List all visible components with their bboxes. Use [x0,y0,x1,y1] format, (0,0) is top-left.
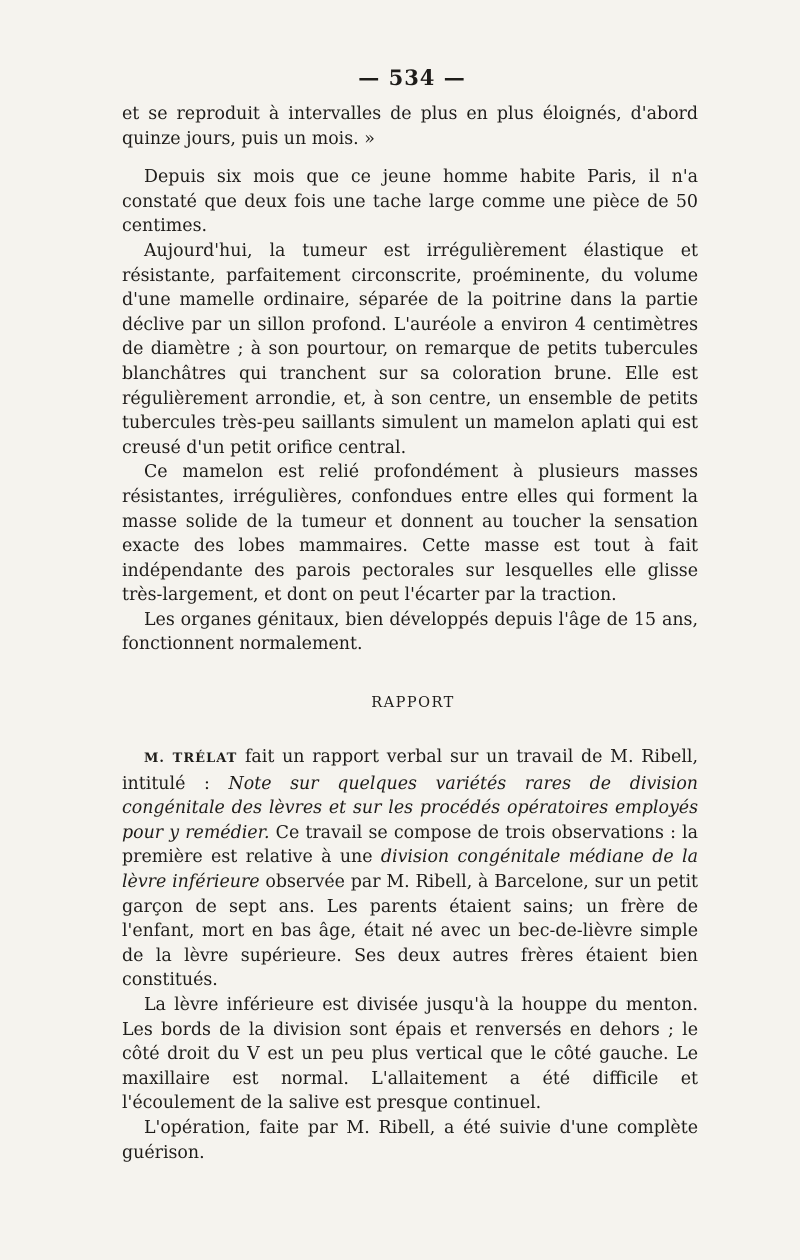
report-title-italic: Note sur quelques variétés rares de division congénitale des lèvres et sur les procédés opératoires employés pour y remédier. [122,773,698,843]
document-page [122,58,698,1165]
page-number: — 534 — [358,65,466,90]
report-text-2: Ce travail se compose de trois observations : la première est relative à une [122,822,698,868]
paragraph-tumeur: Aujourd'hui, la tumeur est irrégulièrement élastique et résistante, parfaitement circonscrite, proéminente, du volume d'une mamelle ordinaire, séparée de la poitrine dans la partie déclive par un sillon profond. L'auréole a environ 4 centimètres de diamètre ; à son pourtour, on remarque de petits tubercules blanchâtres qui tranchent sur sa coloration brune. Elle est régulièrement arrondie, et, à son centre, un ensemble de petits tubercules très-peu saillants simulent un mamelon aplati qui est creusé d'un petit orifice central. [122,240,698,458]
section-title: RAPPORT [371,695,455,712]
report-text-3: observée par M. Ribell, à Barcelone, sur un petit garçon de sept ans. Les parents étaient sains; un frère de l'enfant, mort en bas âge, était né avec un bec-de-lièvre simple de la lèvre supérieure. Ses deux autres frères étaient bien constitués. [122,872,698,991]
report-text-1: fait un rapport verbal sur un travail de M. Ribell, intitulé : [122,747,698,794]
paragraph-gap [122,151,698,165]
speaker-name: M. TRÉLAT [144,751,238,767]
paragraph-report [122,745,698,993]
paragraph-operation: L'opération, faite par M. Ribell, a été suivie d'une complète guérison. [122,1117,698,1163]
paragraph-continuation: et se reproduit à intervalles de plus en plus éloignés, d'abord quinze jours, puis un mois. » [122,104,698,149]
paragraph-mamelon: Ce mamelon est relié profondément à plusieurs masses résistantes, irrégulières, confondues entre elles qui forment la masse solide de la tumeur et donnent au toucher la sensation exacte des lobes mammaires. Cette masse est tout à fait indépendante des parois pectorales sur lesquelles elle glisse très-largement, et dont on peut l'écarter par la traction. [122,462,698,606]
paragraph-organes: Les organes génitaux, bien développés depuis l'âge de 15 ans, fonctionnent normalement. [122,609,698,655]
paragraph-paris: Depuis six mois que ce jeune homme habite Paris, il n'a constaté que deux fois une tache large comme une pièce de 50 centimes. [122,167,698,237]
report-italic-2: division congénitale médiane de la lèvre inférieure [122,847,698,893]
paragraph-levre: La lèvre inférieure est divisée jusqu'à la houppe du menton. Les bords de la division sont épais et renversés en dehors ; le côté droit du V est un peu plus vertical que le côté gauche. Le maxillaire est normal. L'allaitement a été difficile et l'écoulement de la salive est presque continuel. [122,995,698,1114]
